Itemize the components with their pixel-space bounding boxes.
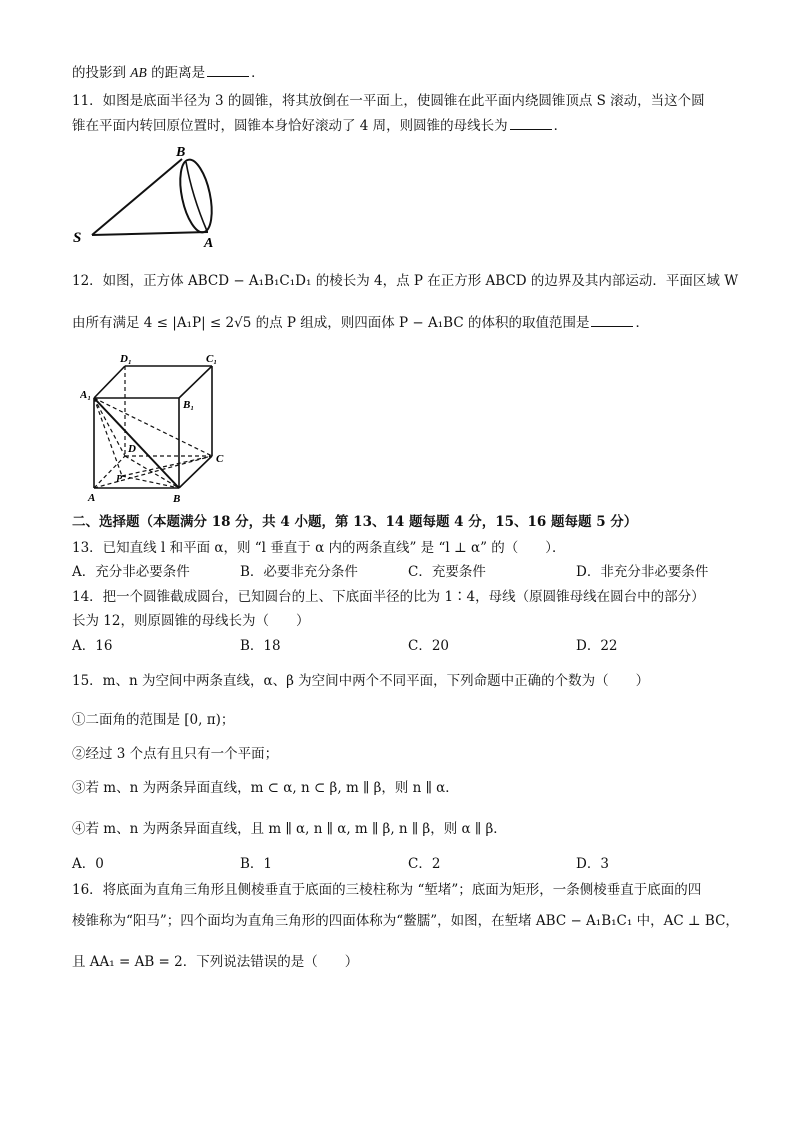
q12-line2: 由所有满足 4 ≤ |A₁P| ≤ 2√5 的点 P 组成，则四面体 P − A₁BC 的体积的取值范围是 ．: [72, 315, 649, 331]
q16-line3: 且 AA₁ = AB = 2．下列说法错误的是（ ）: [72, 954, 359, 970]
q15-item-1: ①二面角的范围是 [0, π)；: [72, 712, 235, 728]
q13-option-b: B．必要非充分条件: [240, 564, 358, 580]
label-c1: C₁: [206, 353, 218, 365]
section-heading: 二、选择题（本题满分 18 分，共 4 小题，第 13、14 题每题 4 分，15、16 题每题 5 分）: [72, 514, 638, 530]
label-a: A: [204, 236, 214, 251]
label-b: B: [176, 145, 186, 160]
answer-blank: [591, 314, 633, 327]
q14-line1: 14．把一个圆锥截成圆台，已知圆台的上、下底面半径的比为 1∶4，母线（原圆锥母线在圆台中的部分）: [72, 589, 705, 605]
answer-blank: [207, 64, 249, 77]
q15-item-4: ④若 m、n 为两条异面直线，且 m ∥ α, n ∥ α, m ∥ β, n ∥ β，则 α ∥ β．: [72, 821, 507, 837]
label-d1: D₁: [120, 353, 132, 365]
label-a1: A₁: [80, 389, 92, 401]
q13-stem: 13．已知直线 l 和平面 α，则 “l 垂直于 α 内的两条直线” 是 “l ⊥ α” 的（ ）．: [72, 540, 566, 556]
label-a: A: [88, 492, 96, 504]
label-b: B: [173, 493, 181, 504]
q14-option-a: A．16: [72, 638, 113, 654]
q15-option-a: A．0: [72, 856, 104, 872]
answer-blank: [510, 117, 552, 130]
q14-line2: 长为 12，则原圆锥的母线长为（ ）: [72, 613, 310, 629]
q15-item-2: ②经过 3 个点有且只有一个平面；: [72, 746, 279, 762]
label-s: S: [73, 230, 82, 246]
q15-option-c: C．2: [408, 856, 441, 872]
label-p: P: [116, 474, 123, 485]
q14-option-d: D．22: [576, 638, 618, 654]
label-c: C: [216, 453, 224, 465]
q15-option-d: D．3: [576, 856, 609, 872]
q13-option-d: D．非充分非必要条件: [576, 564, 709, 580]
q13-option-a: A．充分非必要条件: [72, 564, 190, 580]
q11-line1: 11．如图是底面半径为 3 的圆锥，将其放倒在一平面上，使圆锥在此平面内绕圆锥顶点 S 滚动，当这个圆: [72, 93, 705, 109]
q14-option-c: C．20: [408, 638, 450, 654]
q13-option-c: C．充要条件: [408, 564, 486, 580]
q15-option-b: B．1: [240, 856, 273, 872]
cube-figure: [80, 348, 230, 504]
label-d: D: [128, 443, 136, 455]
math-ab: AB: [130, 65, 147, 80]
label-b1: B₁: [183, 399, 195, 411]
q15-stem: 15．m、n 为空间中两条直线，α、β 为空间中两个不同平面，下列命题中正确的个数为（ ）: [72, 673, 650, 689]
prev-question-tail: 的投影到 AB 的距离是 ．: [72, 65, 265, 81]
q12-line1: 12．如图，正方体 ABCD − A₁B₁C₁D₁ 的棱长为 4，点 P 在正方形 ABCD 的边界及其内部运动．平面区域 W: [72, 273, 739, 289]
q14-option-b: B．18: [240, 638, 281, 654]
q11-line2: 锥在平面内转回原位置时，圆锥本身恰好滚动了 4 周，则圆锥的母线长为 ．: [72, 118, 568, 134]
cone-figure: [68, 140, 228, 255]
q16-line1: 16．将底面为直角三角形且侧棱垂直于底面的三棱柱称为 “堑堵”；底面为矩形，一条侧棱垂直于底面的四: [72, 882, 702, 898]
q15-item-3: ③若 m、n 为两条异面直线，m ⊂ α, n ⊂ β, m ∥ β，则 n ∥ α．: [72, 780, 459, 796]
q16-line2: 棱锥称为“阳马”；四个面均为直角三角形的四面体称为“鳖臑”，如图，在堑堵 ABC − A₁B₁C₁ 中，AC ⊥ BC，: [72, 913, 739, 929]
